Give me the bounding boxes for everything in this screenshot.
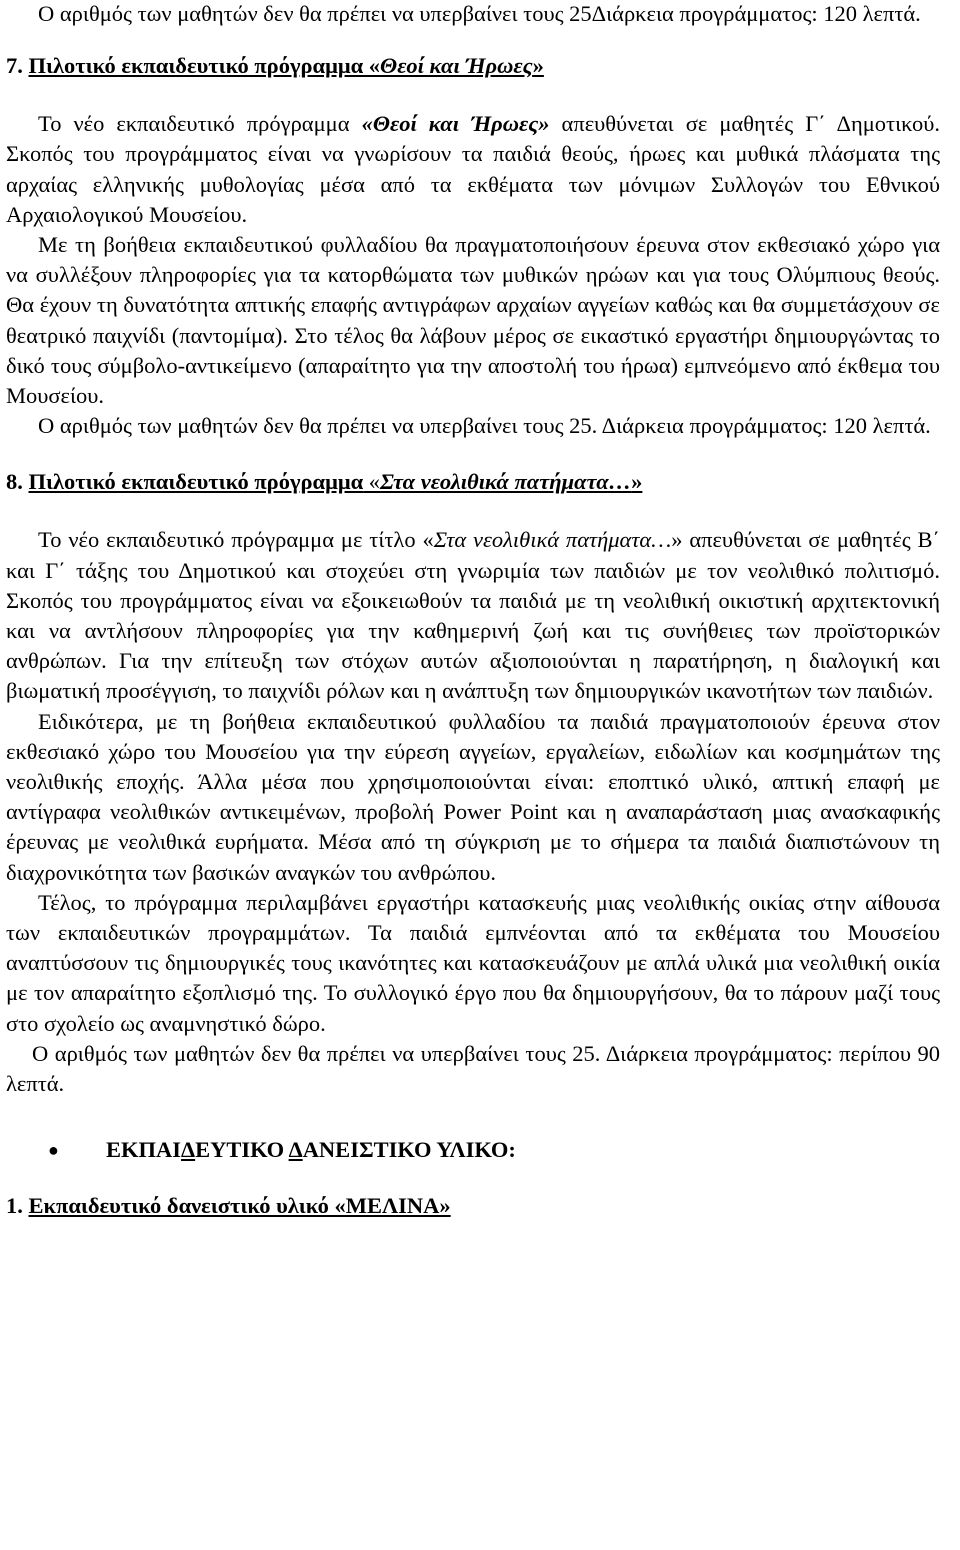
subsection-1-heading	[6, 1191, 940, 1221]
document-page	[6, 0, 940, 1221]
section-7-heading	[6, 51, 940, 81]
section-8-heading	[6, 467, 940, 497]
top-paragraph: Ο αριθμός των μαθητών δεν θα πρέπει να υπερβαίνει τους 25Διάρκεια προγράμματος: 120 λεπτά.	[38, 1, 921, 26]
section-8-title: Πιλοτικό εκπαιδευτικό πρόγραμμα «Στα νεολιθικά πατήματα…»	[28, 469, 643, 495]
section-8-paragraph-4: Ο αριθμός των μαθητών δεν θα πρέπει να υπερβαίνει τους 25. Διάρκεια προγράμματος: περίπου 90 λεπτά.	[6, 1040, 940, 1097]
section-7-number: 7.	[6, 53, 23, 79]
section-7-paragraph-1: Το νέο εκπαιδευτικό πρόγραμμα «Θεοί και Ήρωες» απευθύνεται σε μαθητές Γ΄ Δημοτικού. Σκοπός του προγράμματος είναι να γνωρίσουν τα παιδιά θεούς, ήρωες και μυθικά πλάσματα της αρχαίας ελληνικής μυθολογίας μέσα από τα εκθέματα των μόνιμων Συλλογών του Εθνικού Αρχαιολογικού Μουσείου.	[6, 111, 940, 227]
section-8-paragraph-3: Τέλος, το πρόγραμμα περιλαμβάνει εργαστήρι κατασκευής μιας νεολιθικής οικίας στην αίθουσα των εκπαιδευτικών προγραμμάτων. Τα παιδιά εμπνέονται από τα εκθέματα του Μουσείου αναπτύσσουν τις δημιουργικές τους ικανότητες και κατασκευάζουν με απλά υλικά μια νεολιθική οικία με τον απαραίτητο εξοπλισμό της. Το συλλογικό έργο που θα δημιουργήσουν, θα το πάρουν μαζί τους στο σχολείο ως αναμνηστικό δώρο.	[6, 889, 940, 1036]
section-8-paragraph-1: Το νέο εκπαιδευτικό πρόγραμμα με τίτλο «Στα νεολιθικά πατήματα…» απευθύνεται σε μαθητές Β΄ και Γ΄ τάξης του Δημοτικού και στοχεύει στη γνωριμία των παιδιών με τον νεολιθικό πολιτισμό. Σκοπός του προγράμματος είναι να εξοικειωθούν τα παιδιά με τη νεολιθική οικιστική αρχιτεκτονική και να αντλήσουν πληροφορίες για την καθημερινή ζωή και τις συνήθειες των προϊστορικών ανθρώπων. Για την επίτευξη των στόχων αυτών αξιοποιούνται η παρατήρηση, η διαλογική και βιωματική προσέγγιση, το παιχνίδι ρόλων και η ανάπτυξη των δημιουργικών ικανοτήτων των παιδιών.	[6, 527, 940, 704]
section-7-title: Πιλοτικό εκπαιδευτικό πρόγραμμα «Θεοί και Ήρωες»	[28, 53, 544, 79]
subsection-1-title: Εκπαιδευτικό δανειστικό υλικό «ΜΕΛΙΝΑ»	[28, 1193, 451, 1219]
section-7-paragraph-3: Ο αριθμός των μαθητών δεν θα πρέπει να υπερβαίνει τους 25. Διάρκεια προγράμματος: 120 λεπτά.	[38, 413, 931, 439]
bullet-heading	[48, 1135, 940, 1165]
section-7-paragraph-2: Με τη βοήθεια εκπαιδευτικού φυλλαδίου θα πραγματοποιήσουν έρευνα στον εκθεσιακό χώρο για να συλλέξουν πληροφορίες για τα κατορθώματα των μυθικών ηρώων και για τους Ολύμπιους θεούς. Θα έχουν τη δυνατότητα απτικής επαφής αντιγράφων αρχαίων αγγείων καθώς και θα συμμετάσχουν σε θεατρικό παιχνίδι (παντομίμα). Στο τέλος θα λάβουν μέρος σε εικαστικό εργαστήρι δημιουργώντας το δικό τους σύμβολο-αντικείμενο (απαραίτητο για την αποστολή του ήρωα) εμπνεόμενο από έκθεμα του Μουσείου.	[6, 232, 940, 409]
bullet-icon: ●	[48, 1140, 59, 1161]
bullet-heading-text: ΕΚΠΑΙΔΕΥΤΙΚΟ ΔΑΝΕΙΣΤΙΚΟ ΥΛΙΚΟ:	[106, 1137, 516, 1163]
subsection-1-number: 1.	[6, 1193, 23, 1219]
section-8-paragraph-2: Ειδικότερα, με τη βοήθεια εκπαιδευτικού φυλλαδίου τα παιδιά πραγματοποιούν έρευνα στον εκθεσιακό χώρο του Μουσείου για την εύρεση αγγείων, εργαλείων, ειδωλίων και κοσμημάτων της νεολιθικής εποχής. Άλλα μέσα που χρησιμοποιούνται είναι: εποπτικό υλικό, απτική επαφή με αντίγραφα νεολιθικών αντικειμένων, προβολή Power Point και η αναπαράσταση μιας ανασκαφικής έρευνας με νεολιθικά ευρήματα. Μέσα από τη σύγκριση με το σήμερα τα παιδιά διαπιστώνουν τη διαχρονικότητα των βασικών αναγκών του ανθρώπου.	[6, 708, 940, 885]
section-8-number: 8.	[6, 469, 23, 495]
